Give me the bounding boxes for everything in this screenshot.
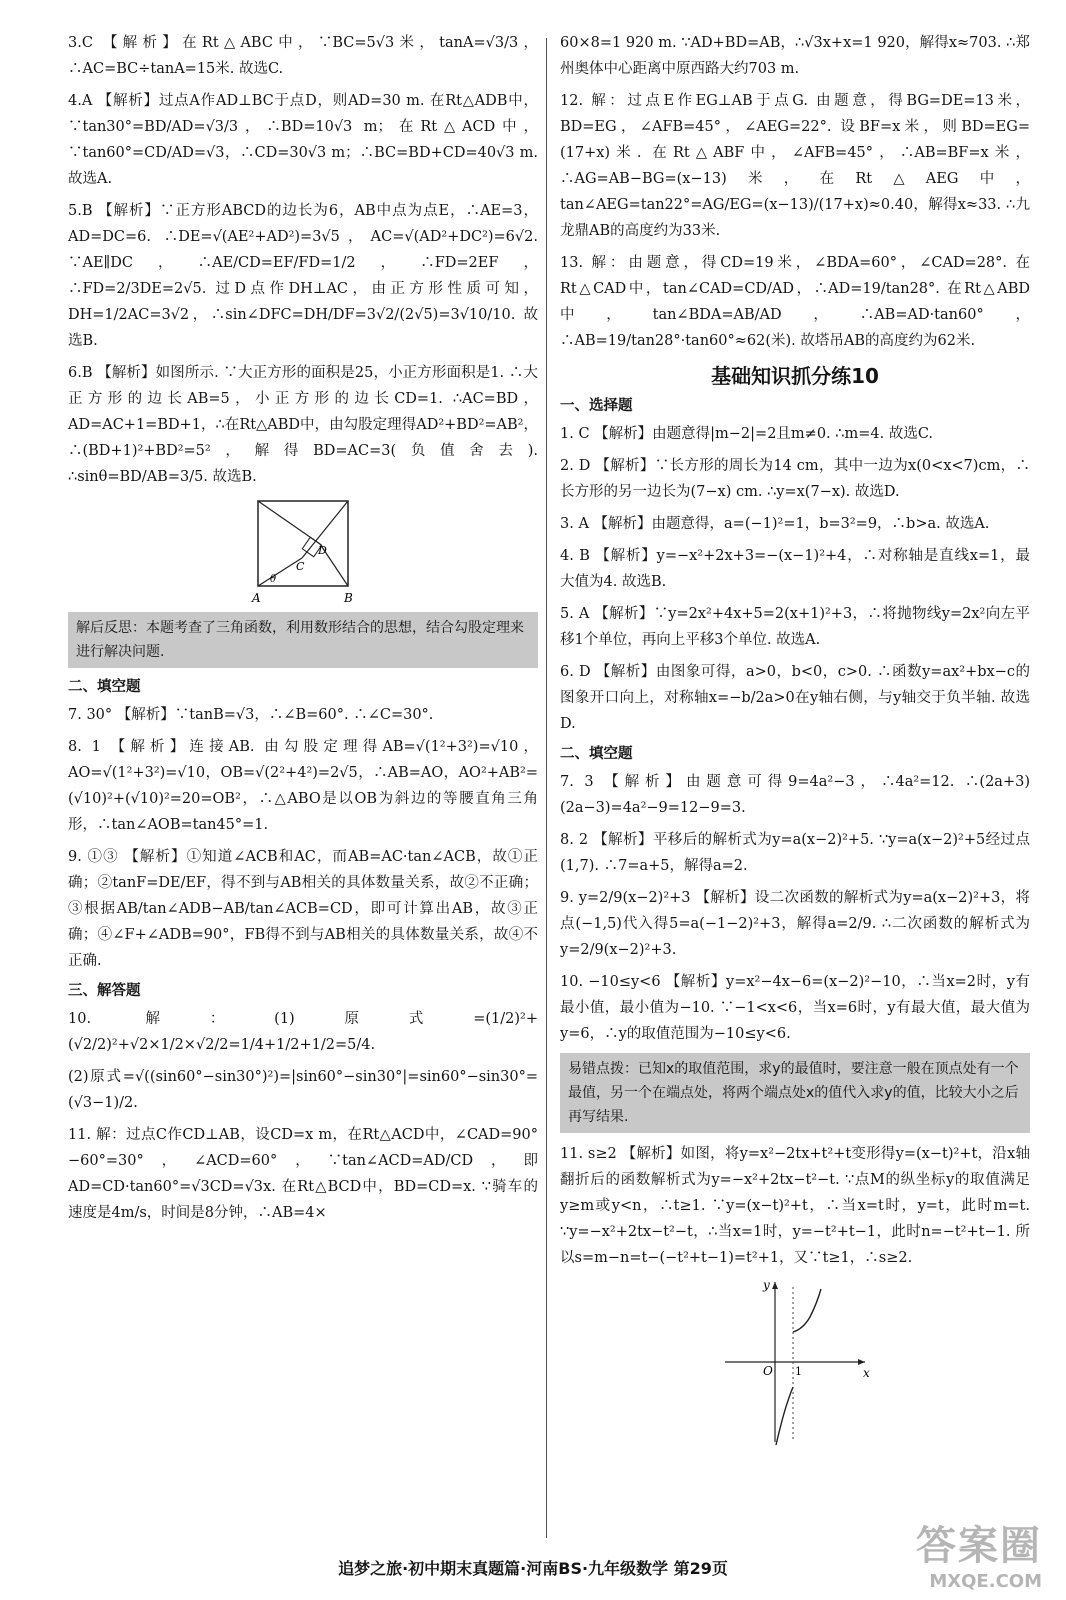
answer-9: 9. ①③ 【解析】①知道∠ACB和AC，而AB=AC·tan∠ACB，故①正确；②tanF=DE/EF，得不到与AB相关的具体数量关系，故②不正确；③根据AB/tan∠ADB−AB/tan∠ACB=CD，即可计算出AB，故③正确；④∠F+∠ADB=90°，FB得不到与AB相关的具体数量关系，故④不正确. [68, 849, 538, 969]
watermark-cn: 答案圈 [916, 1523, 1042, 1569]
section-choice: 一、选择题 [560, 398, 633, 414]
label-a: A [252, 591, 261, 605]
answer-8: 8. 1 【解析】连接AB. 由勾股定理得AB=√(1²+3²)=√10，AO=√(1²+3²)=√10，OB=√(2²+4²)=2√5，∴AB=AO，AO²+AB²=(√10)²+(√10)²=20=OB²，∴△ABO是以OB为斜边的等腰直角三角形，∴tan∠AOB=tan45°=1. [68, 739, 538, 833]
square-figure [248, 496, 358, 606]
answer-6: 6.B 【解析】如图所示. ∵大正方形的面积是25，小正方形面积是1. ∴大正方形的边长AB=5，小正方形的边长CD=1. ∴AC=BD，AD=AC+1=BD+1，∴在Rt△ABD中，由勾股定理得AD²+BD²=AB²，∴(BD+1)²+BD²=5²，解得BD=AC=3(负值舍去). ∴sinθ=BD/AB=3/5. 故选B. [68, 365, 538, 485]
watermark [916, 1514, 1042, 1592]
origin-label: O [763, 1364, 773, 1378]
left-column [68, 30, 538, 1232]
section-fill-blank: 二、填空题 [68, 679, 141, 695]
b10-answer-1: 1. C 【解析】由题意得|m−2|=2且m≠0. ∴m=4. 故选C. [560, 426, 934, 442]
page-footer: 追梦之旅·初中期末真题篇·河南BS·九年级数学 第29页 [338, 1559, 728, 1578]
b10-answer-8: 8. 2 【解析】平移后的解析式为y=a(x−2)²+5. ∵y=a(x−2)²+5经过点(1,7). ∴7=a+5，解得a=2. [560, 832, 1030, 874]
b10-answer-3: 3. A 【解析】由题意得，a=(−1)²=1，b=3²=9，∴b>a. 故选A. [560, 516, 990, 532]
label-c: C [296, 560, 305, 573]
answer-10-2: (2)原式=√((sin60°−sin30°)²)=|sin60°−sin30°|=sin60°−sin30°=(√3−1)/2. [68, 1069, 538, 1111]
answer-3: 3.C 【解析】在Rt△ABC中，∵BC=5√3米，tanA=√3/3，∴AC=BC÷tanA=15米. 故选C. [68, 35, 538, 77]
b10-answer-4: 4. B 【解析】y=−x²+2x+3=−(x−1)²+4，∴对称轴是直线x=1，最大值为4. 故选B. [560, 548, 1030, 590]
watermark-en: MXQE.COM [929, 1571, 1042, 1592]
section-fill-blank-2: 二、填空题 [560, 746, 633, 762]
label-b: B [344, 591, 353, 605]
answer-10-1: 10. 解：(1)原式=(1/2)²+(√2/2)²+√2×1/2×√2/2=1/4+1/2+1/2=5/4. [68, 1011, 538, 1053]
answer-11-cont: 60×8=1 920 m. ∵AD+BD=AB，∴√3x+x=1 920，解得x≈703. ∴郑州奥体中心距离中原西路大约703 m. [560, 35, 1030, 77]
axis-y-label: y [763, 1278, 770, 1292]
reflection-note: 解后反思：本题考查了三角函数，利用数形结合的思想，结合勾股定理来进行解决问题. [68, 612, 538, 668]
b10-answer-7: 7. 3 【解析】由题意可得9=4a²−3，∴4a²=12. ∴(2a+3)(2a−3)=4a²−9=12−9=3. [560, 774, 1030, 816]
answer-7: 7. 30° 【解析】∵tanB=√3，∴∠B=60°. ∴∠C=30°. [68, 707, 434, 723]
b10-answer-9: 9. y=2/9(x−2)²+3 【解析】设二次函数的解析式为y=a(x−2)²+3，将点(−1,5)代入得5=a(−1−2)²+3，解得a=2/9. ∴二次函数的解析式为y=2/9(x−2)²+3. [560, 890, 1030, 958]
b10-answer-10: 10. −10≤y<6 【解析】y=x²−4x−6=(x−2)²−10，∴当x=2时，y有最小值，最小值为−10. ∵−1<x<6，当x=6时，y有最大值，最大值为y=6，∴y的取值范围为−10≤y<6. [560, 974, 1030, 1042]
axis-x-label: x [863, 1366, 870, 1380]
label-theta: θ [270, 574, 277, 585]
tick-one-label: 1 [795, 1365, 802, 1378]
b10-answer-11: 11. s≥2 【解析】如图，将y=x²−2tx+t²+t变形得y=(x−t)²+t，沿x轴翻折后的函数解析式为y=−x²+2tx−t²−t. ∵点M的纵坐标y的取值满足y≥m或y<n，∴t≥1. ∵y=(x−t)²+t，∴当x=t时，y=t，此时m=t. ∵y=−x²+2tx−t²−t，∴当x=1时，y=−t²+t−1，此时n=−t²+t−1. 所以s=m−n=t−(−t²+t−1)=t²+1，又∵t≥1，∴s≥2. [560, 1146, 1030, 1266]
label-d: D [318, 544, 327, 557]
right-column [560, 30, 1030, 1453]
b10-answer-2: 2. D 【解析】∵长方形的周长为14 cm，其中一边为x(0<x<7)cm，∴长方形的另一边长为(7−x) cm. ∴y=x(7−x). 故选D. [560, 458, 1030, 500]
answer-13: 13. 解：由题意，得CD=19米，∠BDA=60°，∠CAD=28°. 在Rt△CAD中，tan∠CAD=CD/AD，∴AD=19/tan28°. 在Rt△ABD中，tan∠BDA=AB/AD，∴AB=AD·tan60°，∴AB=19/tan28°·tan60°≈62(米). 故塔吊AB的高度约为62米. [560, 255, 1030, 349]
section-solutions: 三、解答题 [68, 983, 141, 999]
b10-answer-5: 5. A 【解析】∵y=2x²+4x+5=2(x+1)²+3，∴将抛物线y=2x²向左平移1个单位，再向上平移3个单位. 故选A. [560, 606, 1030, 648]
error-tip-note: 易错点拨：已知x的取值范围，求y的最值时，要注意一般在顶点处有一个最值，另一个在端点处，将两个端点处x的值代入求y的值，比较大小之后再写结果. [560, 1053, 1030, 1133]
parabola-figure [715, 1277, 875, 1447]
column-divider [546, 38, 547, 1538]
section-title: 基础知识抓分练10 [711, 364, 879, 388]
answer-12: 12. 解：过点E作EG⊥AB于点G. 由题意，得BG=DE=13米，BD=EG，∠AFB=45°，∠AEG=22°. 设BF=x米，则BD=EG=(17+x)米. 在Rt△ABF中，∠AFB=45°，∴AB=BF=x米，∴AG=AB−BG=(x−13)米，在Rt△AEG中，tan∠AEG=tan22°=AG/EG=(x−13)/(17+x)≈0.40，解得x≈33. ∴九龙鼎AB的高度约为33米. [560, 93, 1030, 239]
answer-4: 4.A 【解析】过点A作AD⊥BC于点D，则AD=30 m. 在Rt△ADB中，∵tan30°=BD/AD=√3/3，∴BD=10√3 m；在Rt△ACD中，∵tan60°=CD/AD=√3，∴CD=30√3 m；∴BC=BD+CD=40√3 m. 故选A. [68, 93, 538, 187]
answer-5: 5.B 【解析】∵正方形ABCD的边长为6，AB中点为点E，∴AE=3，AD=DC=6. ∴DE=√(AE²+AD²)=3√5，AC=√(AD²+DC²)=6√2. ∵AE∥DC，∴AE/CD=EF/FD=1/2，∴FD=2EF，∴FD=2/3DE=2√5. 过D点作DH⊥AC，由正方形性质可知，DH=1/2AC=3√2，∴sin∠DFC=DH/DF=3√2/(2√5)=3√10/10. 故选B. [68, 203, 538, 349]
answer-11: 11. 解：过点C作CD⊥AB，设CD=x m，在Rt△ACD中，∠CAD=90°−60°=30°，∠ACD=60°，∵tan∠ACD=AD/CD，即AD=CD·tan60°=√3CD=√3x. 在Rt△BCD中，BD=CD=x. ∵骑车的速度是4m/s，时间是8分钟，∴AB=4× [68, 1127, 538, 1221]
b10-answer-6: 6. D 【解析】由图象可得，a>0，b<0，c>0. ∴函数y=ax²+bx−c的图象开口向上，对称轴x=−b/2a>0在y轴右侧，与y轴交于负半轴. 故选D. [560, 664, 1030, 732]
